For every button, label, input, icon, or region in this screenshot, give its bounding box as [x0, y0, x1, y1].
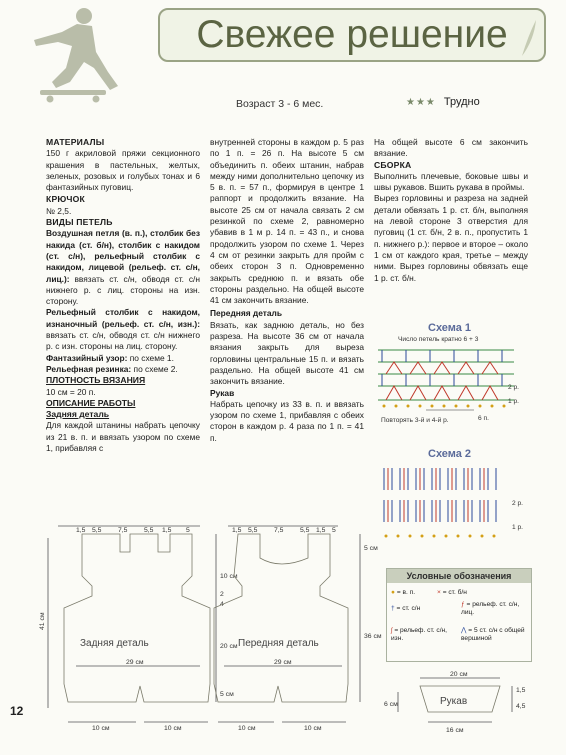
back-left-dim: 41 см	[39, 612, 46, 630]
double-crochet-icon: †	[391, 605, 395, 612]
sleeve-top: 20 см	[450, 671, 468, 678]
legend-stsn	[391, 605, 420, 613]
loops-2-term: Рельефный столбик с накидом, изнаночный (рельеф. ст. с/н, изн.):	[46, 307, 200, 329]
legend-stsn-text: = ст. с/н	[396, 605, 421, 612]
legend-title: Условные обозначения	[387, 569, 531, 583]
front-heading: Передняя деталь	[210, 308, 283, 319]
column-1	[46, 137, 200, 454]
single-crochet-icon: ×	[437, 589, 441, 596]
scheme-1-row-1: 1 р.	[508, 398, 519, 405]
back-label: Задняя деталь	[80, 638, 149, 649]
legend-rel-lic-text: = рельеф. ст. с/н, лиц.	[461, 601, 520, 616]
front-dim-5: 1,5	[316, 527, 326, 534]
sleeve-right-1: 1,5	[516, 687, 526, 694]
back-right-dim-1: 10 см	[220, 573, 238, 580]
sleeve-schematic	[384, 664, 534, 736]
assembly-text-2: Вырез горловины и разреза на задней детали обвязать 1 р. ст. б/н, выполняя на левой стороне 3 отверстия для пуговиц (1 ст. б/н, 2 в. п., пропустить 1 п. нижнего р.): первое и второе – около 1 см от каждого края, третье – между ними. Вырез горловины обвязать еще 1 р. ст. б/н.	[374, 193, 528, 283]
scheme-1-title: Схема 1	[428, 322, 472, 334]
age-range: Возраст 3 - 6 мес.	[236, 98, 324, 110]
density-text: 10 см = 20 п.	[46, 386, 96, 397]
front-dim-3: 7,5	[274, 527, 284, 534]
materials-heading: МАТЕРИАЛЫ	[46, 137, 105, 147]
scheme-2-chart	[378, 460, 518, 548]
hook-text: № 2,5.	[46, 205, 72, 216]
back-right-dim-5: 5 см	[220, 691, 234, 698]
front-right-dim-2: 36 см	[364, 633, 382, 640]
loops-1-text: ввязать ст. с/н, обводя ст. с/н нижнего р. с лиц. стороны на изн. сторону.	[46, 273, 201, 307]
sleeve-label: Рукав	[440, 696, 468, 707]
front-text: Вязать, как заднюю деталь, но без разреза. На высоте 36 см от начала вязания закрыть для выреза горловины центральные 15 п. и вязать раздельно. На общей высоте 41 см закончить вязание.	[210, 319, 364, 387]
loops-1-term: Воздушная петля (в. п.), столбик без накида (ст. б/н), столбик с накидом (ст. с/н), рельефный столбик с накидом, лицевой (рельеф. ст. с/н, лиц.):	[46, 228, 200, 284]
front-right-dim-1: 5 см	[364, 545, 378, 552]
back-bottom-right: 10 см	[164, 725, 182, 732]
difficulty-label: Трудно	[443, 96, 480, 108]
legend-rel-lic	[461, 601, 527, 617]
difficulty-stars-icon: ★★★	[406, 97, 436, 108]
legend-five-text: = 5 ст. с/н с общей вершиной	[461, 627, 525, 642]
back-dim-unit: 5	[186, 527, 190, 534]
back-schematic	[39, 518, 238, 736]
front-bottom-left: 10 см	[238, 725, 256, 732]
scheme-2-row-2: 2 р.	[512, 500, 523, 507]
sleeve-heading: Рукав	[210, 387, 235, 398]
scheme-1-row-2: 2 р.	[508, 384, 519, 391]
relief-back-icon: ʃ	[391, 627, 393, 634]
scheme-1-chart	[374, 344, 534, 416]
scheme-1-repeat: Повторять 3-й и 4-й р.	[381, 417, 449, 424]
back-dim-5: 1,5	[162, 527, 172, 534]
cluster-icon: ⋀	[461, 627, 467, 634]
front-bottom-right: 10 см	[304, 725, 322, 732]
legend-vp	[391, 589, 415, 597]
loops-paragraph-2	[46, 307, 200, 352]
assembly-text-1: Выполнить плечевые, боковые швы и швы рукавов. Вшить рукава в проймы.	[374, 170, 528, 193]
front-label: Передняя деталь	[238, 638, 319, 649]
legend	[386, 568, 532, 662]
scheme-2-row-1: 1 р.	[512, 524, 523, 531]
back-dim-1: 1,5	[76, 527, 86, 534]
column-3	[374, 137, 528, 284]
legend-stbn-text: = ст. б/н	[442, 589, 467, 596]
legend-stbn	[437, 589, 467, 597]
relief-front-icon: ƒ	[461, 601, 465, 608]
back-right-dim-4: 20 см	[220, 643, 238, 650]
sleeve-end-text: На общей высоте 6 см закончить вязание.	[374, 137, 528, 159]
hook-heading: КРЮЧОК	[46, 194, 85, 205]
work-heading: ОПИСАНИЕ РАБОТЫ	[46, 397, 136, 408]
legend-five	[461, 627, 529, 643]
legend-rel-izn-text: = рельеф. ст. с/н, изн.	[391, 627, 448, 642]
relief-pattern	[46, 364, 200, 375]
back-dim-3: 7,5	[118, 527, 128, 534]
sleeve-text: Набрать цепочку из 33 в. п. и ввязать узором по схеме 1, прибавляя с обеих сторон в каждом р. 4 раза по 1 п. = 41 п.	[210, 398, 364, 443]
page-title: Свежее решение	[196, 13, 508, 56]
legend-vp-text: = в. п.	[396, 589, 416, 596]
front-dim-4: 5,5	[300, 527, 310, 534]
materials-text: 150 г акриловой пряжи секционного крашения в пастельных, желтых, зеленых, розовых и голубых тонах и 6 фантазийных пуговиц.	[46, 148, 200, 193]
front-dim-1: 1,5	[232, 527, 242, 534]
scheme-1-note: Число петель кратно 6 + 3	[398, 336, 479, 343]
loops-2-text: ввязать ст. с/н, обводя ст. с/н нижнего р. с изн. стороны на лиц. сторону.	[46, 330, 200, 352]
page-title-banner	[158, 8, 546, 62]
density-heading: ПЛОТНОСТЬ ВЯЗАНИЯ	[46, 375, 146, 386]
front-dim-2: 5,5	[248, 527, 258, 534]
sleeve-left: 6 см	[384, 701, 398, 708]
back-dim-2: 5,5	[92, 527, 102, 534]
column-2	[210, 137, 364, 444]
relief-term: Рельефная резинка:	[46, 363, 132, 374]
sleeve-bottom: 16 см	[446, 727, 464, 734]
sleeve-right-2: 4,5	[516, 703, 526, 710]
back-continued-text: внутренней стороны в каждом р. 5 раз по 1 п. = 26 п. На высоте 5 см объединить п. обеих штанин, набрав между ними дополнительно цепочку из 5 в. п. = 57 п., формируя в центре 1 раппорт и продолжить вязание. На высоте 25 см от начала связать 2 см резинкой по схеме 2, равномерно убавив в 1 м р. 14 п. = 43 п., и снова продолжить узором по схеме 1. Через 4 см от резинки закрыть для пройм с обеих сторон 3 п. Одновременно закрыть среднюю п. и вязать обе стороны раздельно. На общей высоте 41 см закончить вязание.	[210, 137, 364, 306]
legend-rel-izn	[391, 627, 457, 643]
scheme-1-width: 6 п.	[478, 415, 489, 422]
fancy-value: по схеме 1.	[129, 352, 174, 363]
back-dim-4: 5,5	[144, 527, 154, 534]
skateboarder-illustration	[22, 2, 140, 110]
relief-value: по схеме 2.	[133, 363, 178, 374]
front-width: 29 см	[274, 659, 292, 666]
difficulty	[406, 96, 480, 108]
assembly-heading: СБОРКА	[374, 159, 412, 170]
back-right-dim-3: 4	[220, 601, 224, 608]
page-number: 12	[10, 704, 24, 718]
back-bottom-left: 10 см	[92, 725, 110, 732]
header	[0, 0, 566, 80]
scheme-2-title: Схема 2	[428, 448, 472, 460]
fancy-term: Фантазийный узор:	[46, 352, 128, 363]
front-schematic	[208, 518, 384, 736]
front-dim-unit: 5	[332, 527, 336, 534]
back-heading: Задняя деталь	[46, 409, 110, 420]
back-width: 29 см	[126, 659, 144, 666]
loops-heading: ВИДЫ ПЕТЕЛЬ	[46, 217, 113, 228]
loops-paragraph-1	[46, 228, 200, 307]
chain-stitch-icon: ●	[391, 589, 395, 596]
back-text: Для каждой штанины набрать цепочку из 21 в. п. и ввязать узором по схеме 1, прибавляя с	[46, 420, 200, 454]
back-right-dim-2: 2	[220, 591, 224, 598]
leaf-ornament	[518, 18, 540, 58]
fancy-pattern	[46, 353, 200, 364]
